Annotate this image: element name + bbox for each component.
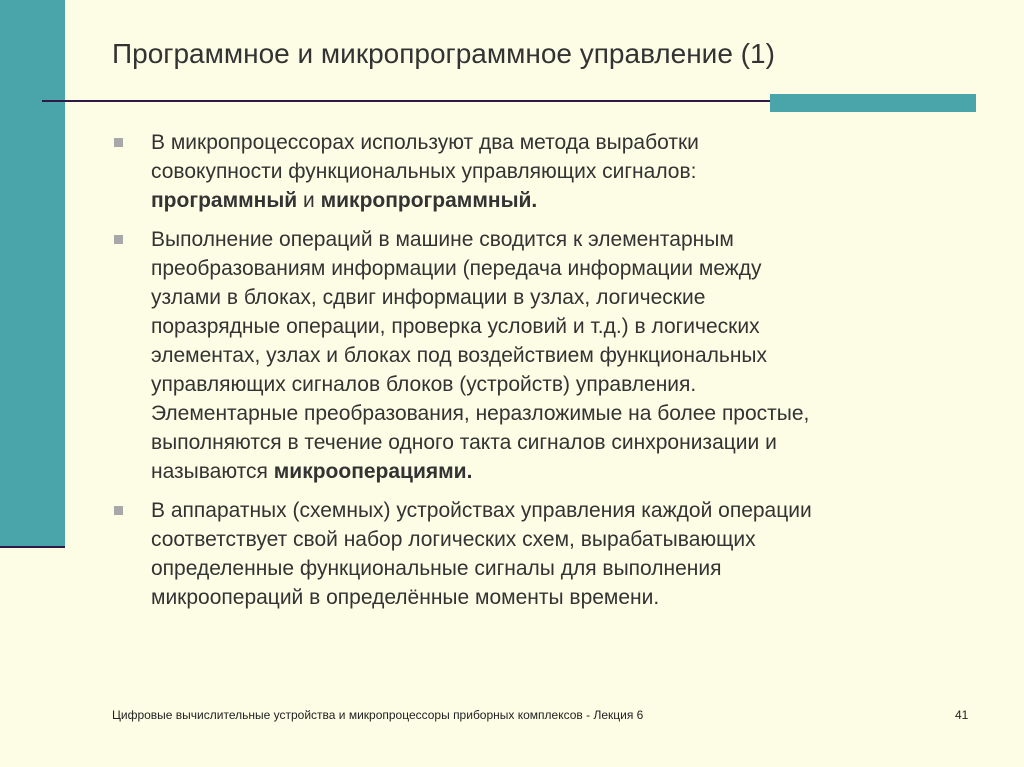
bold-term: программный xyxy=(151,189,298,212)
bullet-line xyxy=(151,186,988,215)
bullet-list xyxy=(108,128,988,622)
footer-text: Цифровые вычислительные устройства и микропроцессоры приборных комплексов - Лекция 6 xyxy=(112,708,644,722)
bullet-line xyxy=(151,399,988,428)
text-segment: узлами в блоках, сдвиг информации в узлах, логические xyxy=(151,286,706,309)
bullet-line xyxy=(151,370,988,399)
bullet-item xyxy=(108,225,988,486)
text-segment: элементах, узлах и блоках под воздействием функциональных xyxy=(151,344,768,367)
left-accent-bar xyxy=(0,0,65,546)
text-segment: В микропроцессорах используют два метода выработки xyxy=(151,131,699,154)
bullet-line xyxy=(151,554,988,583)
text-segment: управляющих сигналов блоков (устройств) управления. xyxy=(151,373,697,396)
bullet-item xyxy=(108,496,988,612)
text-segment: преобразованиям информации (передача информации между xyxy=(151,257,762,280)
slide-title: Программное и микропрограммное управление (1) xyxy=(112,38,775,69)
bullet-line xyxy=(151,128,988,157)
text-segment: называются xyxy=(151,460,274,483)
text-segment: соответствует свой набор логических схем, вырабатывающих xyxy=(151,528,756,551)
bullet-square-icon xyxy=(114,506,123,515)
text-segment: выполняются в течение одного такта сигналов синхронизации и xyxy=(151,431,777,454)
bullet-square-icon xyxy=(114,138,123,147)
bullet-line xyxy=(151,157,988,186)
title-accent-block xyxy=(770,94,976,112)
bold-term: микрооперациями. xyxy=(273,460,473,483)
text-segment: Элементарные преобразования, неразложимые на более простые, xyxy=(151,402,810,425)
bullet-line xyxy=(151,457,988,486)
bullet-line xyxy=(151,225,988,254)
bullet-line xyxy=(151,312,988,341)
bullet-line xyxy=(151,254,988,283)
text-segment: определенные функциональные сигналы для выполнения xyxy=(151,557,722,580)
text-segment: микроопераций в определённые моменты времени. xyxy=(151,586,660,609)
page-number: 41 xyxy=(955,708,969,722)
text-segment: Выполнение операций в машине сводится к элементарным xyxy=(151,228,734,251)
text-segment: совокупности функциональных управляющих сигналов: xyxy=(151,160,697,183)
text-segment: поразрядные операции, проверка условий и т.д.) в логических xyxy=(151,315,760,338)
bold-term: микропрограммный. xyxy=(320,189,538,212)
bullet-line xyxy=(151,341,988,370)
bullet-line xyxy=(151,525,988,554)
bullet-square-icon xyxy=(114,235,123,244)
text-segment: и xyxy=(297,189,321,212)
bullet-line xyxy=(151,583,988,612)
left-divider-line xyxy=(0,546,65,548)
bullet-line xyxy=(151,496,988,525)
bullet-item xyxy=(108,128,988,215)
bullet-line xyxy=(151,283,988,312)
text-segment: В аппаратных (схемных) устройствах управления каждой операции xyxy=(151,499,812,522)
bullet-line xyxy=(151,428,988,457)
